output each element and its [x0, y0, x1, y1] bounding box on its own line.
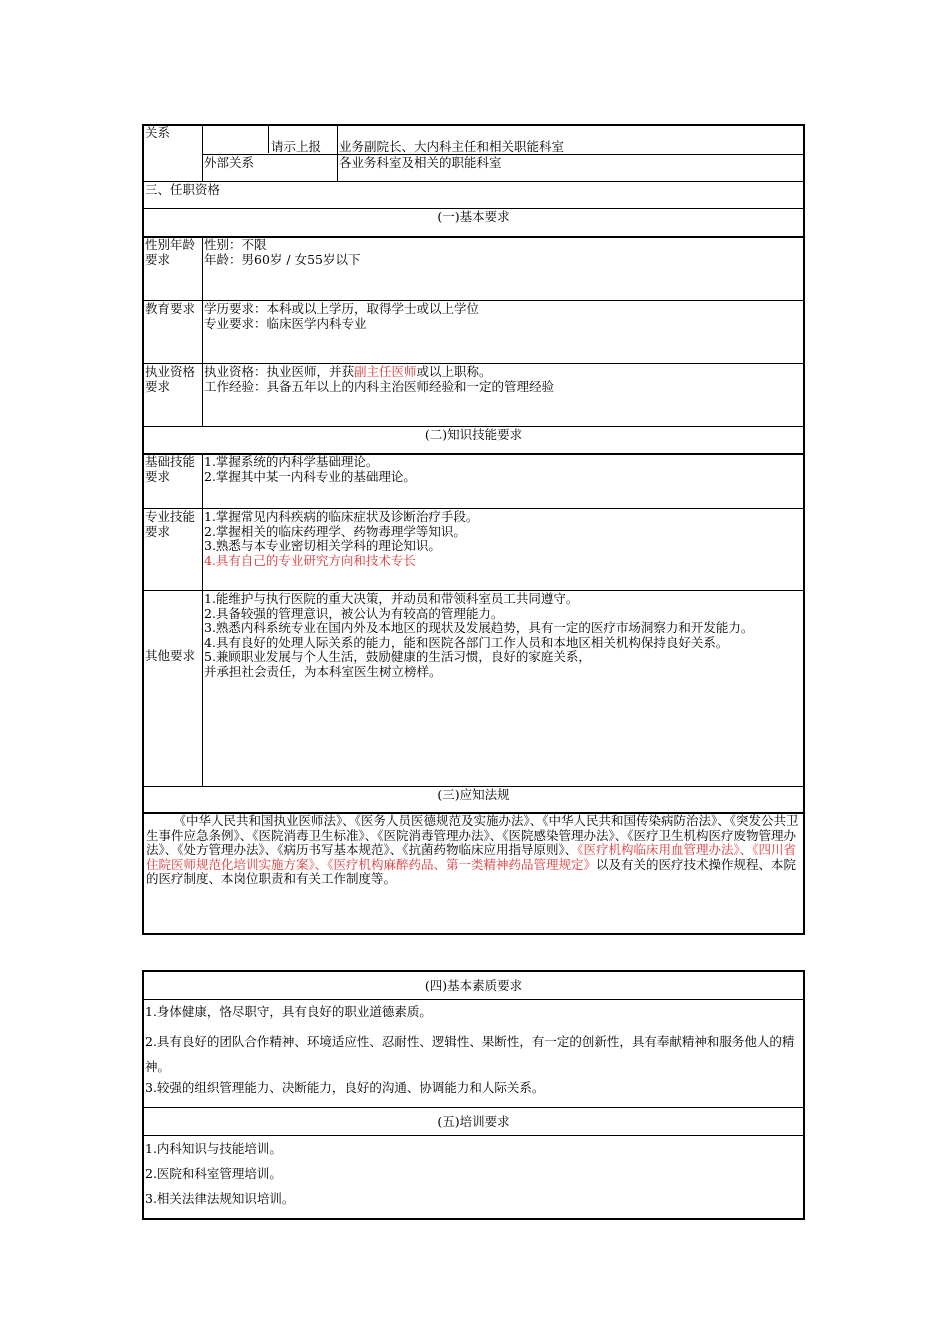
quality-training-table — [142, 970, 805, 1220]
training-item: 2.医院和科室管理培训。 — [145, 1166, 282, 1181]
basic-skills-label: 基础技能 要求 — [145, 454, 196, 484]
education-text: 学历要求：本科或以上学历，取得学士或以上学位 专业要求：临床医学内科专业 — [204, 301, 480, 331]
professional-skills-text: 1.掌握常见内科疾病的临床症状及诊断治疗手段。 2.掌握相关的临床药理学、药物毒理学等知识。 3.熟悉与本专业密切相关学科的理论知识。 4.具有自己的专业研究方向和技术专长 — [204, 509, 479, 568]
gender-age-label: 性别年龄 要求 — [145, 237, 196, 267]
professional-skills-label: 专业技能 要求 — [145, 509, 196, 539]
other-requirements-text: 1.能维护与执行医院的重大决策，并动员和带领科室员工共同遵守。 2.具备较强的管理意识，被公认为有较高的管理能力。 3.熟悉内科系统专业在国内外及本地区的现状及发展趋势，具有一定的医疗市场洞察力和开发能力。 4.具有良好的处理人际关系的能力，能和医院各部门工作人员和本地区相关机构保持良好关系。 5.兼顾职业发展与个人生活，鼓励健康的生活习惯，良好的家庭关系， 并承担社会责任，为本科室医生树立榜样。 — [204, 591, 754, 679]
external-value: 各业务科室及相关的职能科室 — [339, 155, 502, 170]
report-label: 请示上报 — [271, 139, 322, 154]
external-label: 外部关系 — [204, 155, 255, 170]
qualification-table — [142, 124, 805, 935]
relations-label: 关系 — [145, 125, 171, 140]
other-requirements-label: 其他要求 — [145, 648, 196, 663]
training-title: (五)培训要求 — [437, 1114, 510, 1129]
section3-title: 三、任职资格 — [145, 182, 221, 197]
skills-title: (二)知识技能要求 — [424, 427, 523, 442]
training-item: 1.内科知识与技能培训。 — [145, 1141, 282, 1156]
quality-item: 2.具有良好的团队合作精神、环境适应性、忍耐性、逻辑性、果断性，有一定的创新性，具有奉献精神和服务他人的精神。 — [145, 1034, 795, 1074]
laws-title: (三)应知法规 — [437, 787, 510, 802]
education-label: 教育要求 — [145, 301, 196, 316]
gender-age-text: 性别：不限 年龄：男60岁 / 女55岁以下 — [204, 237, 361, 267]
license-label: 执业资格 要求 — [145, 364, 196, 394]
quality-title: (四)基本素质要求 — [424, 978, 523, 993]
basic-skills-text: 1.掌握系统的内科学基础理论。 2.掌握其中某一内科专业的基础理论。 — [204, 454, 416, 484]
quality-item: 1.身体健康，恪尽职守，具有良好的职业道德素质。 — [145, 1004, 432, 1019]
report-value: 业务副院长、大内科主任和相关职能科室 — [339, 139, 565, 154]
training-item: 3.相关法律法规知识培训。 — [145, 1191, 295, 1206]
basic-requirements-title: (一)基本要求 — [437, 209, 510, 224]
license-text: 执业资格：执业医师，并获副主任医师或以上职称。 工作经验：具备五年以上的内科主治医师经验和一定的管理经验 — [204, 364, 555, 394]
quality-item: 3.较强的组织管理能力、决断能力，良好的沟通、协调能力和人际关系。 — [145, 1080, 545, 1095]
laws-text: 《中华人民共和国执业医师法》、《医务人员医德规范及实施办法》、《中华人民共和国传染病防治法》、《突发公共卫生事件应急条例》、《医院消毒卫生标准》、《医院消毒管理办法》、《医院感染管理办法》、《医疗卫生机构医疗废物管理办法》、《处方管理办法》、《病历书写基本规范》、《抗菌药物临床应用指导原则》、《医疗机构临床用血管理办法》、《四川省住院医师规范化培训实施方案》、《医疗机构麻醉药品、第一类精神药品管理规定》以及有关的医疗技术操作规程、本院的医疗制度、本岗位职责和有关工作制度等。 — [146, 813, 799, 886]
